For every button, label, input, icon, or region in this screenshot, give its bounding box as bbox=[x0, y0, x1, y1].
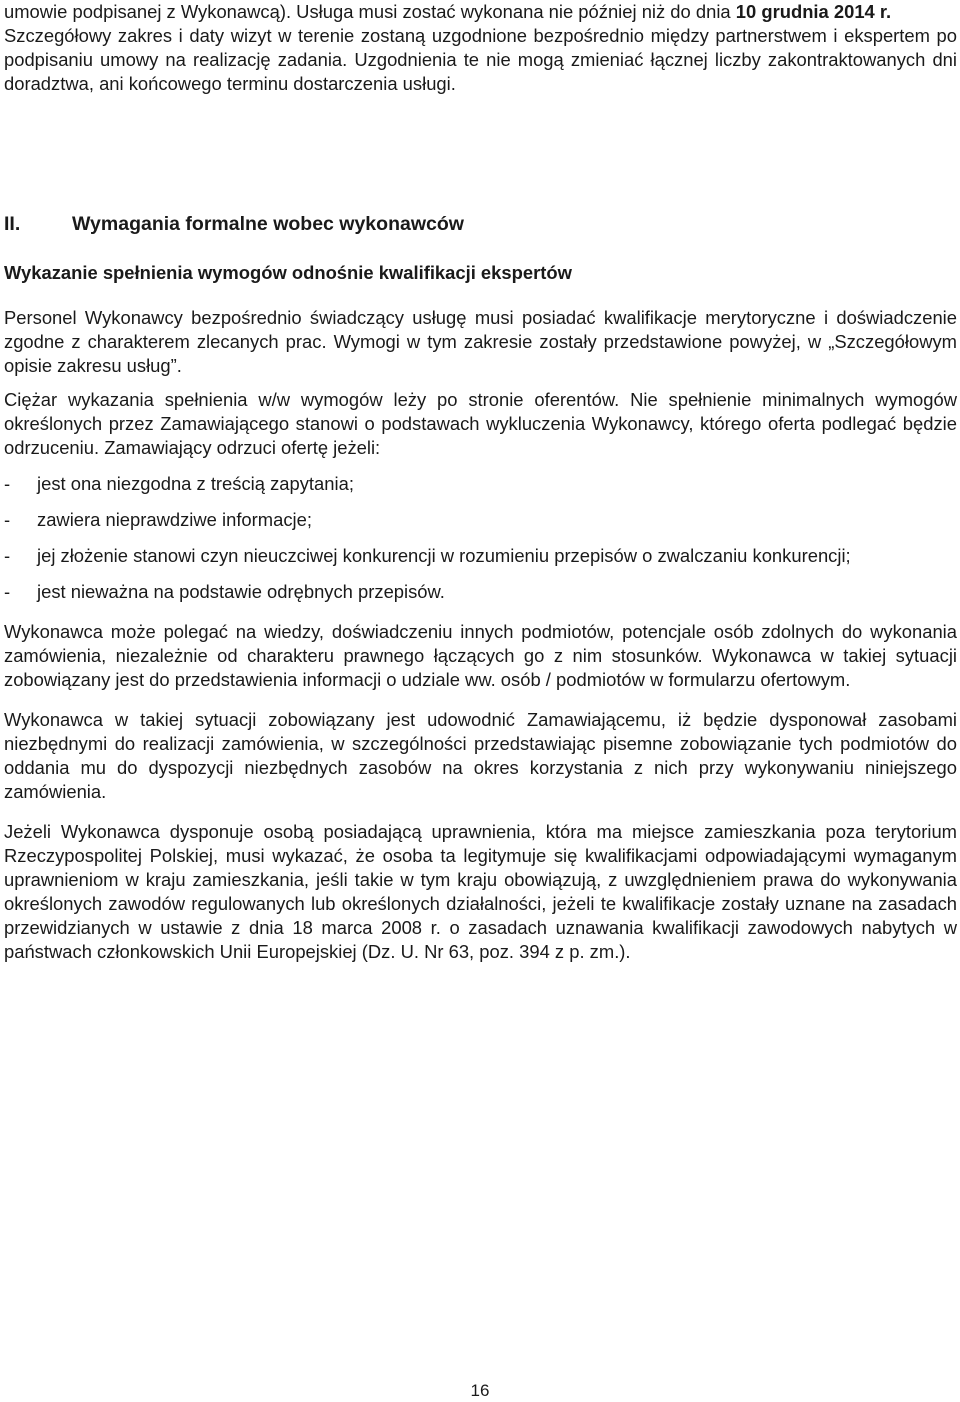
list-item bbox=[4, 544, 957, 568]
dash-marker: - bbox=[4, 509, 11, 530]
section-number: II. bbox=[4, 213, 21, 235]
section-body bbox=[4, 306, 957, 964]
dash-marker: - bbox=[4, 581, 11, 602]
burden-text: Ciężar wykazania spełnienia w/w wymogów leży po stronie oferentów. bbox=[4, 389, 620, 410]
personel-reference-text: Wymogi w tym zakresie zostały przedstawione powyżej, w „Szczegółowym opisie zakresu usług”. bbox=[4, 331, 957, 376]
paragraph-reliance: Wykonawca może polegać na wiedzy, doświadczeniu innych podmiotów, potencjale osób zdolnych do wykonania zamówienia, niezależnie od charakteru prawnego łączących go z nim stosunków. Wykonawca w takiej sytuacji zobowiązany jest do przedstawienia informacji o udziale ww. osób / podmiotów w formularzu ofertowym. bbox=[4, 621, 957, 690]
section-subtitle: Wykazanie spełnienia wymogów odnośnie kwalifikacji ekspertów bbox=[4, 262, 572, 283]
dash-marker: - bbox=[4, 545, 11, 566]
list-item bbox=[4, 472, 957, 496]
rejection-list bbox=[4, 472, 957, 604]
dash-marker: - bbox=[4, 473, 11, 494]
intro-block bbox=[4, 0, 957, 96]
paragraph-foreign-qualifications: Jeżeli Wykonawca dysponuje osobą posiadającą uprawnienia, która ma miejsce zamieszkania poza terytorium Rzeczypospolitej Polskiej, musi wykazać, że osoba ta legitymuje się kwalifikacjami odpowiadającymi wymaganym uprawnieniom w kraju zamieszkania, jeśli takie w tym kraju obowiązują, z uwzględnieniem prawa do wykonywania określonych zawodów regulowanych lub określonych działalności, jeżeli te kwalifikacje zostały uznane na zasadach przewidzianych w ustawie z dnia 18 marca 2008 r. o zasadach uznawania kwalifikacji zawodowych nabytych w państwach członkowskich Unii Europejskiej (Dz. U. Nr 63, poz. 394 z p. zm.). bbox=[4, 821, 957, 962]
document-page bbox=[4, 0, 957, 962]
intro-paragraph-deadline bbox=[4, 0, 957, 24]
personel-text: Personel Wykonawcy bezpośrednio świadczący usługę musi posiadać kwalifikacje merytoryczne i doświadczenie zgodne z charakterem zlecanych prac. bbox=[4, 307, 957, 352]
intro-paragraph-schedule bbox=[4, 24, 957, 96]
page-number: 16 bbox=[470, 1381, 490, 1400]
list-item bbox=[4, 508, 957, 532]
deadline-text: umowie podpisanej z Wykonawcą). Usługa musi zostać wykonana nie później niż do dnia bbox=[4, 1, 736, 22]
paragraph-personel bbox=[4, 306, 957, 378]
paragraph-burden bbox=[4, 388, 957, 460]
paragraph-proof: Wykonawca w takiej sytuacji zobowiązany jest udowodnić Zamawiającemu, iż będzie dysponował zasobami niezbędnymi do realizacji zamówienia, w szczególności przedstawiając pisemne zobowiązanie tych podmiotów do oddania mu do dyspozycji niezbędnych zasobów na okres korzystania z nich przy wykonywaniu niniejszego zamówienia. bbox=[4, 709, 957, 802]
rejection-intro-text: Zamawiający odrzuci ofertę jeżeli: bbox=[99, 437, 381, 458]
section-title: Wymagania formalne wobec wykonawców bbox=[72, 213, 464, 235]
list-item bbox=[4, 580, 957, 604]
schedule-text: Szczegółowy zakres i daty wizyt w terenie zostaną uzgodnione bezpośrednio między partnerstwem i ekspertem po podpisaniu umowy na realizację zadania. bbox=[4, 25, 957, 70]
list-item-text: jest ona niezgodna z treścią zapytania; bbox=[37, 473, 354, 494]
list-item-text: zawiera nieprawdziwe informacje; bbox=[37, 509, 312, 530]
list-item-text: jej złożenie stanowi czyn nieuczciwej konkurencji w rozumieniu przepisów o zwalczaniu konkurencji; bbox=[37, 545, 851, 566]
exclusion-text: Nie spełnienie minimalnych wymogów określonych przez Zamawiającego stanowi o podstawach wykluczenia Wykonawcy, którego oferta podlegać będzie odrzuceniu. bbox=[4, 389, 957, 458]
list-item-text: jest nieważna na podstawie odrębnych przepisów. bbox=[37, 581, 445, 602]
deadline-date: 10 grudnia 2014 r. bbox=[735, 1, 892, 22]
schedule-constraint-text: Uzgodnienia te nie mogą zmieniać łącznej liczby zakontraktowanych dni doradztwa, ani końcowego terminu dostarczenia usługi. bbox=[4, 49, 957, 94]
section-heading bbox=[4, 212, 464, 236]
